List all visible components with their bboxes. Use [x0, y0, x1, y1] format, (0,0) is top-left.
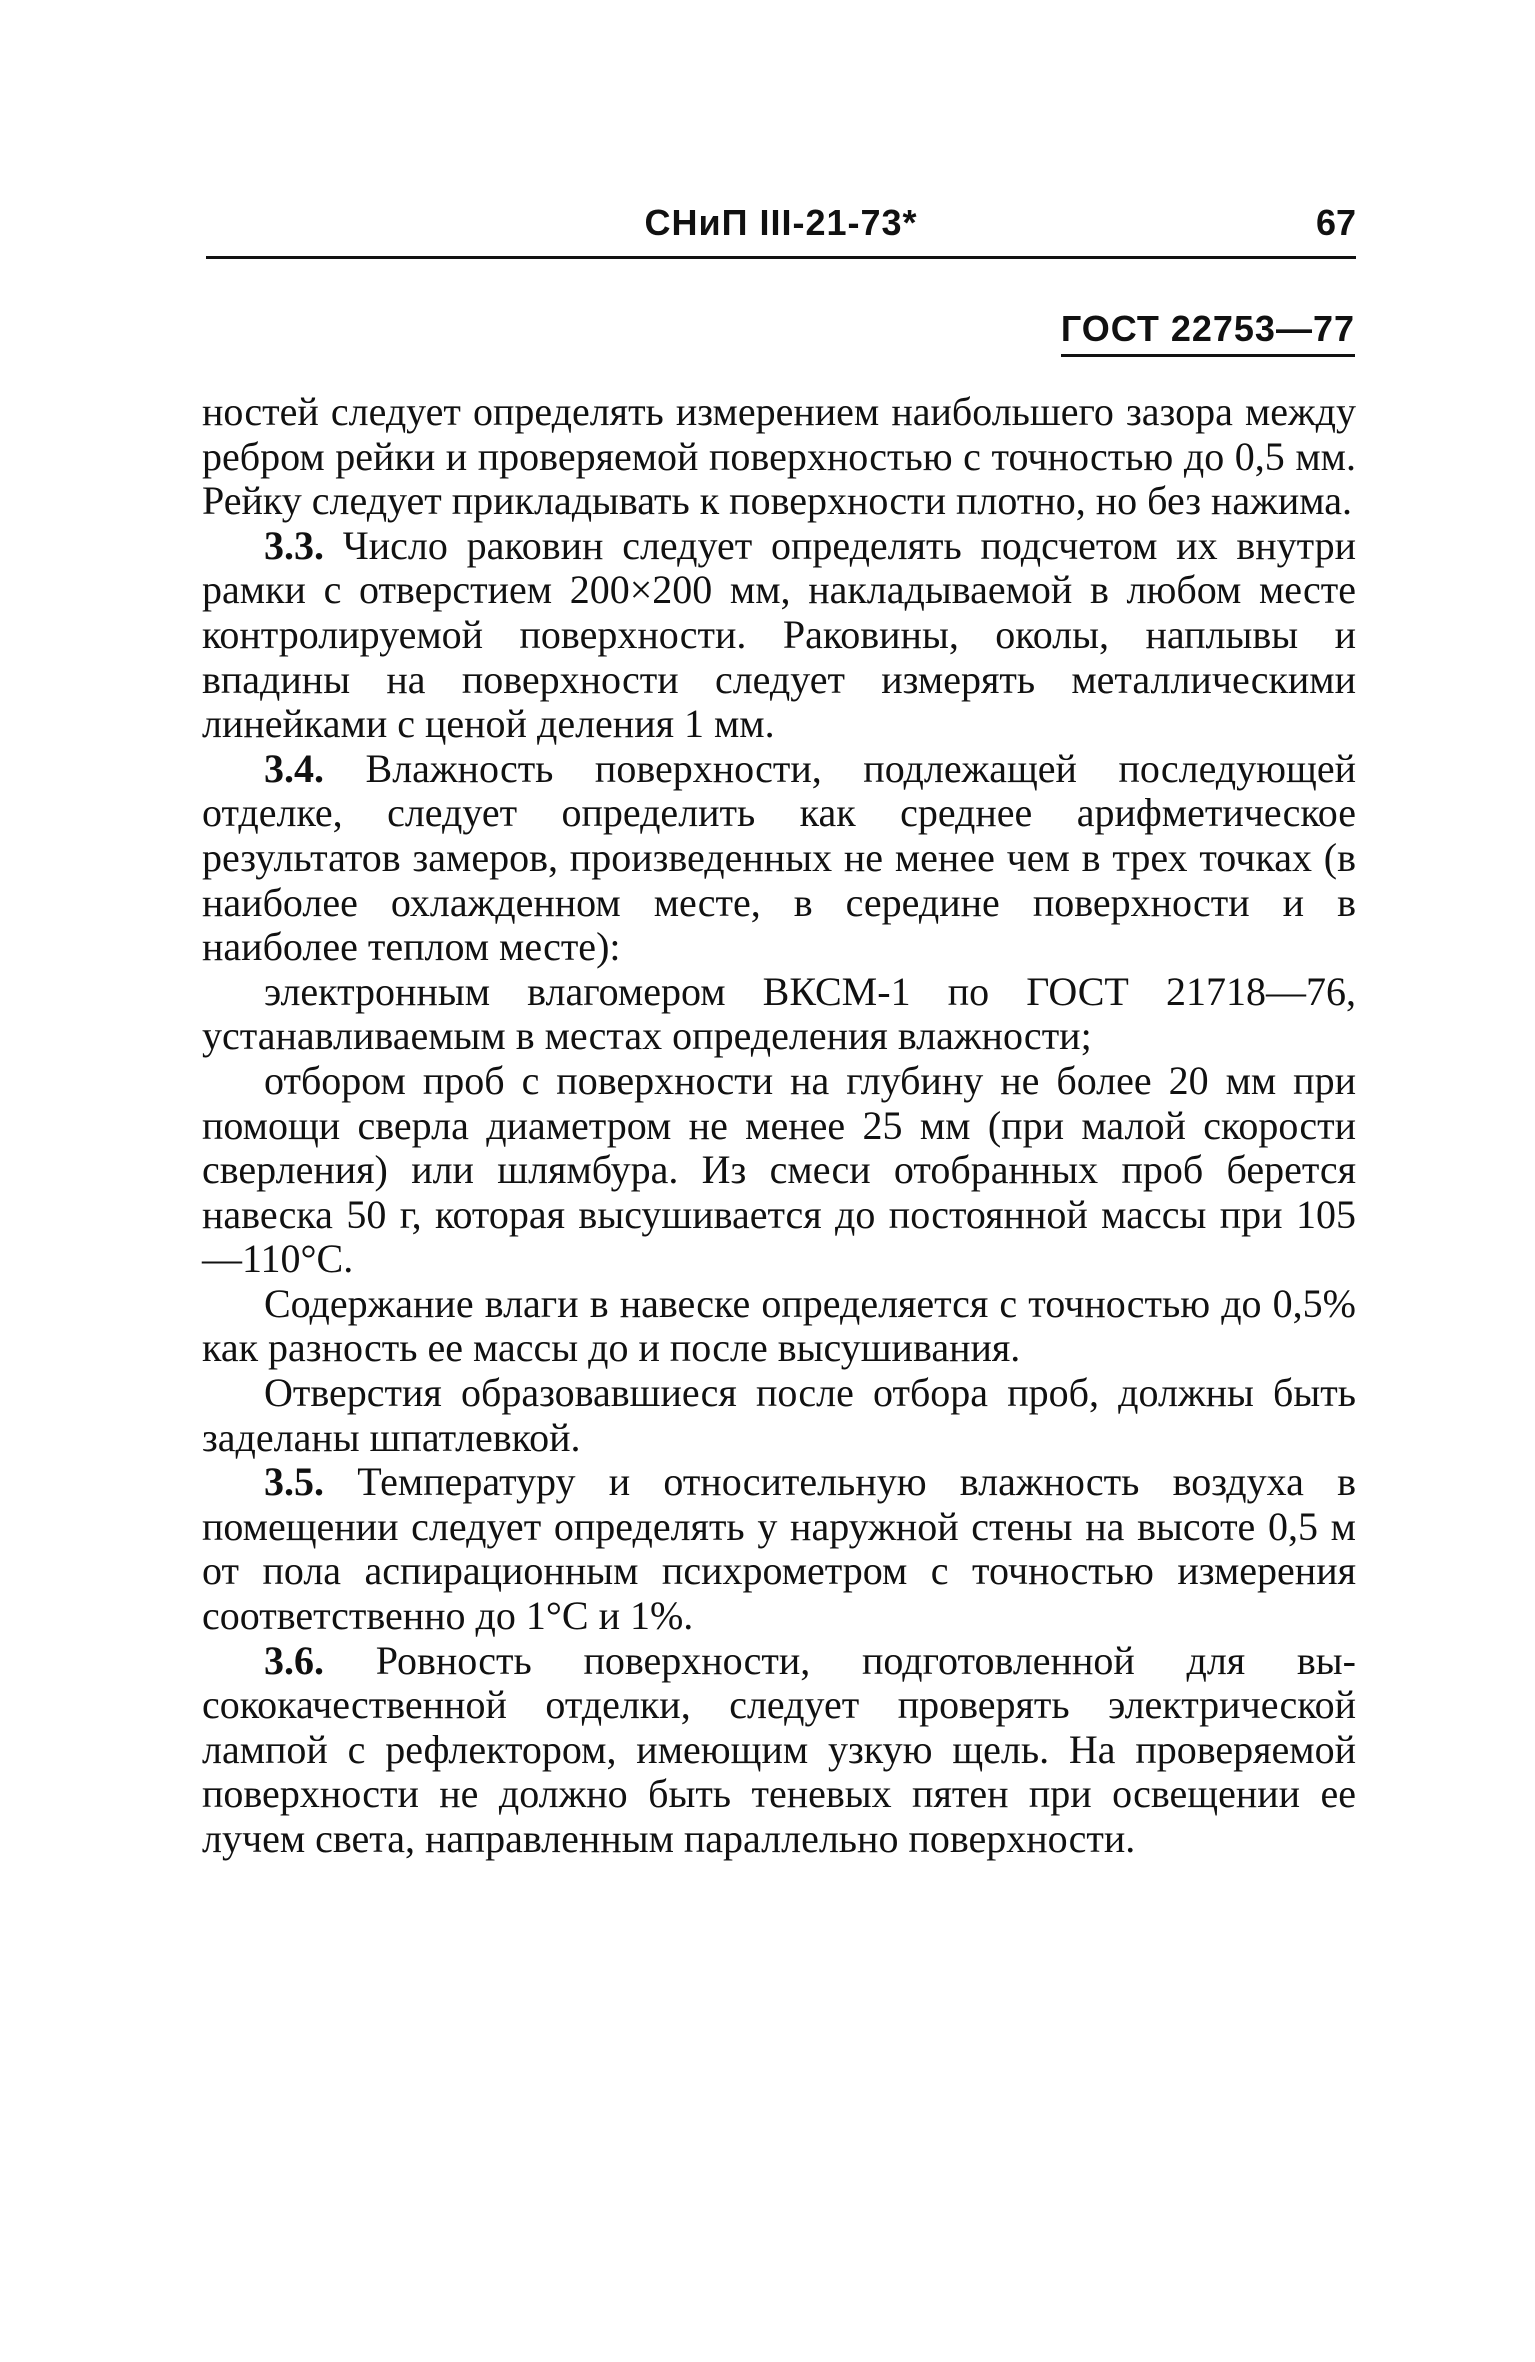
body-text	[202, 390, 1356, 1862]
paragraph-text: Температуру и относительную влажность воздуха в помещении следует определять у наружной стены на высоте 0,5 м от пола аспирационным психрометром с точностью измерения соответственно до 1°С и 1%.	[202, 1459, 1356, 1639]
page-number: 67	[1315, 202, 1356, 243]
section-number: 3.6.	[264, 1637, 324, 1683]
paragraph-text: Содержание влаги в навеске определяется с точностью до 0,5% как разность ее массы до и после высушивания.	[202, 1280, 1356, 1371]
section-number: 3.4.	[264, 745, 324, 791]
header-rule	[206, 256, 1356, 259]
paragraph-text: Число раковин следует определять подсчетом их внутри рамки с отверстием 200×200 мм, накладываемой в любом месте контролируемой поверхности. Раковины, околы, наплывы и впадины на поверхности следует измерять металлическими линейками с ценой деления 1 мм.	[202, 522, 1356, 747]
section-3-6	[202, 1639, 1356, 1862]
gost-reference: ГОСТ 22753—77	[1061, 308, 1355, 357]
paragraph-text: отбором проб с поверхности на глубину не более 20 мм при помощи сверла диаметром не менее 25 мм (при малой скорости сверления) или шлямбура. Из смеси отобранных проб берется навеска 50 г, которая высушивается до постоянной массы при 105—110°С.	[202, 1057, 1356, 1282]
paragraph-text: Ровность поверхности, подготовленной для высококачественной отделки, следует проверять электрической лампой с рефлектором, имеющим узкую щель. На проверяемой поверхности не должно быть теневых пятен при освещении ее лучем света, направленным параллельно поверхности.	[202, 1637, 1356, 1861]
paragraph-holes	[202, 1371, 1356, 1460]
section-3-3	[202, 524, 1356, 747]
paragraph-text: Влажность поверхности, подлежащей последующей отделке, следует определить как среднее арифметическое результатов замеров, произведенных не менее чем в трех точках (в наиболее охлажденном месте, в середине поверхности и в наиболее теплом месте):	[202, 745, 1357, 970]
section-number: 3.5.	[264, 1459, 324, 1505]
section-3-4	[202, 747, 1356, 970]
running-header	[206, 198, 1356, 258]
list-item-sampling	[202, 1059, 1356, 1282]
paragraph-text: электронным влагомером ВКСМ-1 по ГОСТ 21718—76, устанавливаемым в местах определения влажности;	[202, 968, 1356, 1059]
paragraph-continuation	[202, 390, 1356, 524]
paragraph-text: Отверстия образовавшиеся после отбора проб, должны быть заделаны шпатлевкой.	[202, 1370, 1356, 1460]
section-number: 3.3.	[264, 522, 324, 568]
paragraph-text: ностей следует определять измерением наибольшего зазора между ребром рейки и проверяемой поверхностью с точностью до 0,5 мм. Рейку следует прикладывать к поверхности плотно, но без нажима.	[202, 389, 1356, 524]
document-code: СНиП III-21-73*	[644, 202, 918, 243]
paragraph-moisture-content	[202, 1282, 1356, 1371]
section-3-5	[202, 1460, 1356, 1638]
list-item-moisture-meter	[202, 970, 1356, 1059]
